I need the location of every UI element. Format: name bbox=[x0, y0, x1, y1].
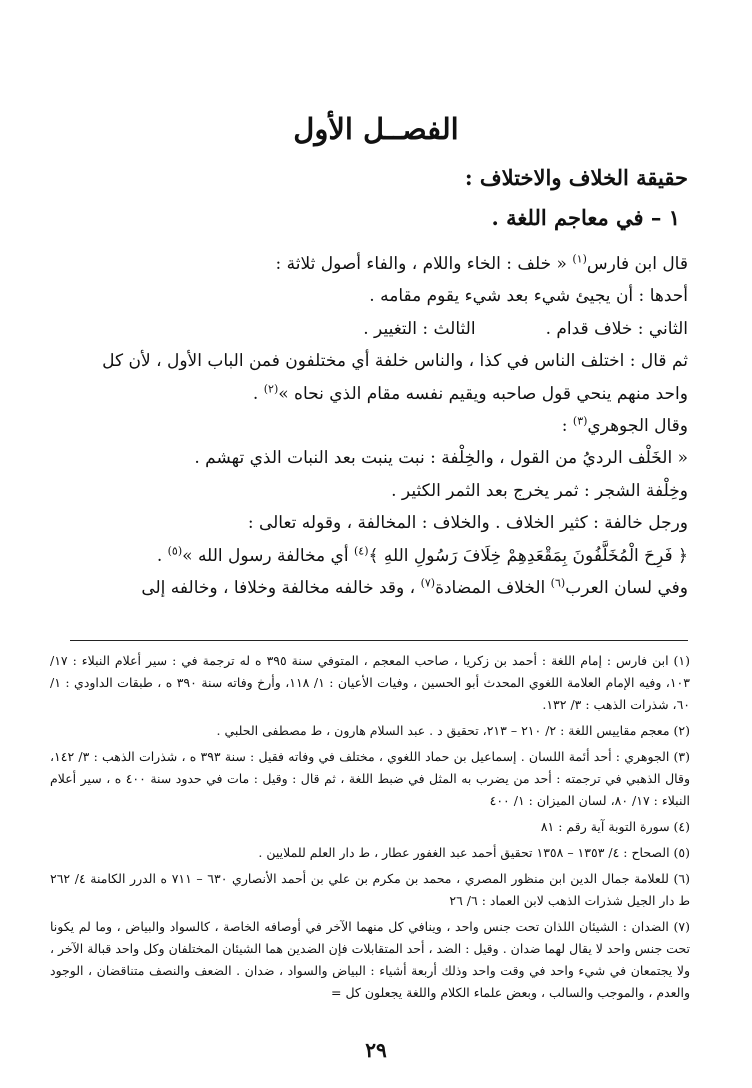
quran-verse-line: ﴿ فَرِحَ الْمُخَلَّفُونَ بِمَقْعَدِهِمْ خِلَافَ رَسُولِ اللهِ ﴾$^{(٤)}$ أي مخالفة رسول الله »$^{(٥)}$ . bbox=[156, 543, 688, 566]
footnote-ref: (٢) bbox=[263, 381, 279, 395]
text-line: وقال الجوهري$^{(٣)}$ : bbox=[561, 414, 688, 436]
text-line: قال ابن فارس$^{(١)}$ « خلف : الخاء واللام ، والفاء أصول ثلاثة : bbox=[275, 252, 688, 274]
footnote-ref: (١) bbox=[572, 252, 587, 266]
footnote-ref: (٦) bbox=[550, 576, 566, 590]
footnote-6: (٦) للعلامة جمال الدين ابن منظور المصري ، محمد بن مكرم بن علي بن أحمد الأنصاري ٦٣٠ – ٧١١ ه الدرر الكامنة ٤/ ٢٦٢ ط دار الجيل شذرات الذهب لابن العماد : ٦/ ٢٦ bbox=[50, 871, 690, 908]
text-line: وفي لسان العرب$^{(٦)}$ الخلاف المضادة$^{(٧)}$ ، وقد خالفه مخالفة وخلافا ، وخالفه إلى bbox=[141, 576, 688, 598]
text-line: « الخَلْف الرديُ من القول ، والخِلْفة : نبت ينبت بعد النبات الذي تهشم . bbox=[194, 448, 688, 469]
footnote-3: (٣) الجوهري : أحد أئمة اللسان . إسماعيل بن حماد اللغوي ، مختلف في وفاته فقيل : سنة ٣٩٣ ه ، شذرات الذهب : ٣/ ١٤٢، وقال الذهبي في ترجمته : أحد من يضرب به المثل في ضبط اللغة ، ثم قال : وقيل : مات في حدود سنة ٤٠٠ ه ، سير أعلام النبلاء : ١٧/ ٨٠، لسان الميزان : ١/ ٤٠٠ bbox=[50, 749, 691, 808]
footnote-ref: (٥) bbox=[167, 543, 183, 557]
text-line: واحد منهم ينحي قول صاحبه ويقيم نفسه مقام الذي نحاه »$^{(٢)}$ . bbox=[252, 381, 688, 404]
footnote-5: (٥) الصحاح : ٤/ ١٣٥٣ – ١٣٥٨ تحقيق أحمد عبد الغفور عطار ، ط دار العلم للملايين . bbox=[258, 845, 690, 860]
footnote-ref: (٤) bbox=[353, 543, 369, 557]
footnotes bbox=[50, 650, 690, 1008]
section-heading: حقيقة الخلاف والاختلاف : bbox=[464, 165, 688, 190]
text-line: ورجل خالفة : كثير الخلاف . والخلاف : المخالفة ، وقوله تعالى : bbox=[247, 513, 688, 534]
subsection-heading: ١ – في معاجم اللغة . bbox=[491, 205, 680, 230]
text-line: وخِلْفة الشجر : ثمر يخرج بعد الثمر الكثير . bbox=[391, 480, 688, 501]
footnote-1: (١) ابن فارس : إمام اللغة : أحمد بن زكريا ، صاحب المعجم ، المتوفي سنة ٣٩٥ ه له ترجمة في : سير أعلام النبلاء : ١٧/ ١٠٣، وفيه الإمام العلامة اللغوي المحدث أبو الحسين ، وفيات الأعيان : ١/ ١١٨، وأرخ وفاته سنة ٣٩٠ ه ، طبقات الداودي : ١/ ٦٠، شذرات الذهب : ٣/ ١٣٢. bbox=[50, 653, 690, 712]
page-number: ٢٩ bbox=[365, 1038, 387, 1062]
footnote-4: (٤) سورة التوبة آية رقم : ٨١ bbox=[540, 819, 690, 834]
main-text bbox=[56, 248, 688, 604]
footnote-7: (٧) الضدان : الشيئان اللذان تحت جنس واحد ، وينافي كل منهما الآخر في أوصافه الخاصة ، كالسواد والبياض ، وما لم يكونا تحت جنس واحد لا يقال لهما ضدان . وقيل : الضد ، أحد المتقابلات فإن الضدين هما الشيئان المختلفان وكل واحد قبالة الآخر ، ولا يجتمعان في شيء واحد في وقت واحد وذلك أربعة أشياء : البياض والسواد ، ضدان . الضعف والنصف متناقضان ، الوجود والعدم ، والموجب والسالب ، وبعض علماء الكلام واللغة يجعلون كل = bbox=[50, 919, 690, 1000]
text-line: ثم قال : اختلف الناس في كذا ، والناس خلفة أي مختلفون فمن الباب الأول ، لأن كل bbox=[102, 351, 688, 372]
footnote-ref: (٧) bbox=[420, 576, 436, 590]
footnote-2: (٢) معجم مقاييس اللغة : ٢/ ٢١٠ – ٢١٣، تحقيق د . عبد السلام هارون ، ط مصطفى الحلبي . bbox=[216, 723, 690, 738]
footnote-ref: (٣) bbox=[572, 414, 588, 428]
chapter-title: الفصــل الأول bbox=[293, 112, 459, 146]
footnote-divider bbox=[70, 640, 688, 641]
text-line: الثاني : خلاف قدام .الثالث : التغيير . bbox=[363, 318, 688, 339]
text-line: أحدها : أن يجيئ شيء بعد شيء يقوم مقامه . bbox=[369, 286, 688, 307]
